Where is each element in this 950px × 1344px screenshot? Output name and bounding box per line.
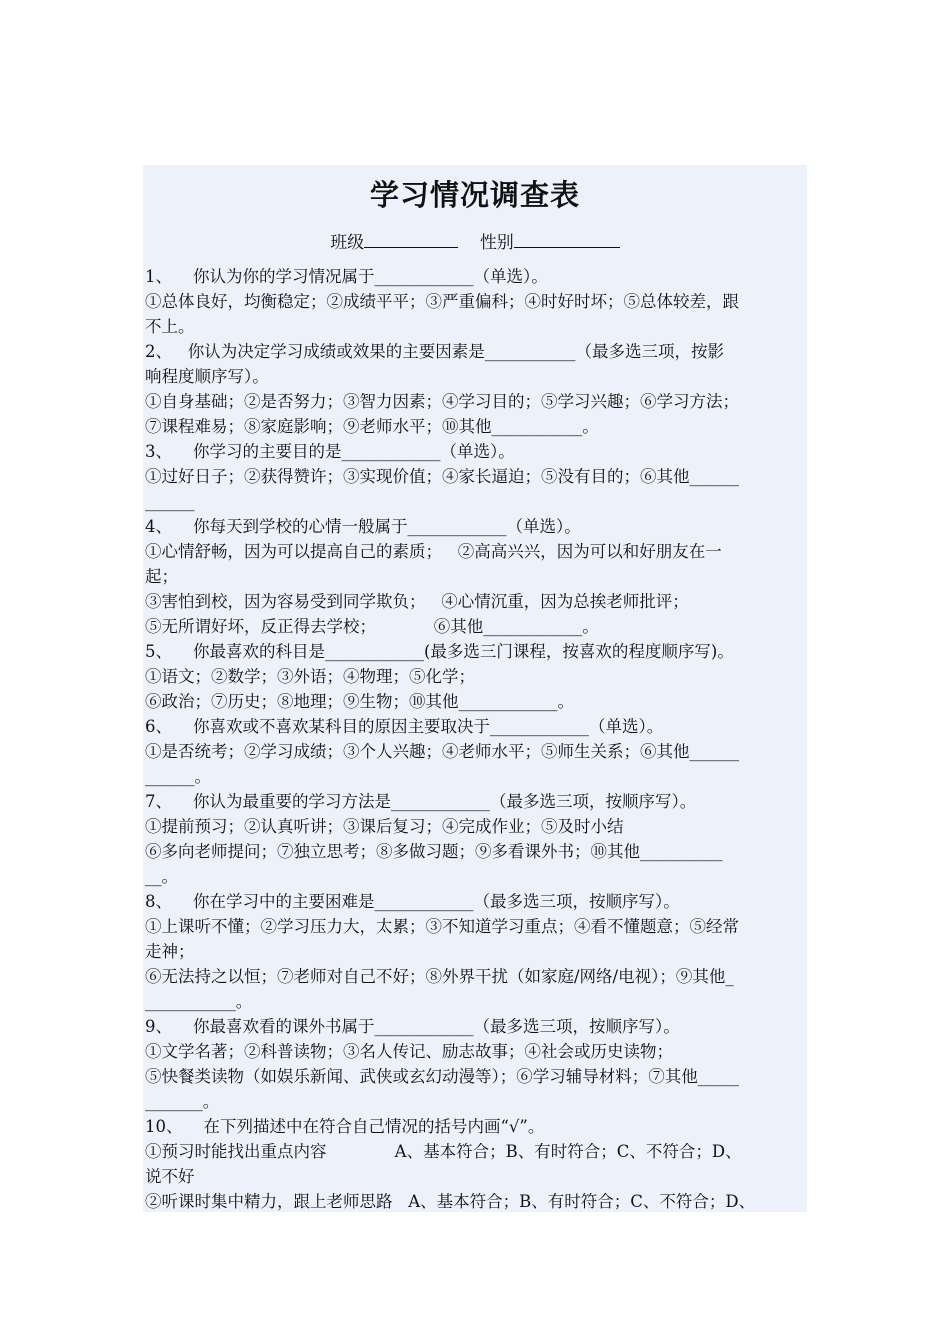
- survey-line: ⑦课程难易；⑧家庭影响；⑨老师水平；⑩其他___________。: [145, 417, 599, 436]
- survey-line: 1、 你认为你的学习情况属于____________（单选）。: [145, 267, 548, 286]
- survey-line: ___________。: [145, 992, 253, 1011]
- class-blank[interactable]: [364, 233, 458, 248]
- survey-line: ③害怕到校，因为容易受到同学欺负； ④心情沉重，因为总挨老师批评；: [145, 592, 689, 611]
- gender-label: 性别: [479, 233, 514, 253]
- survey-line: ______。: [145, 767, 211, 786]
- survey-line: ①提前预习；②认真听讲；③课后复习；④完成作业；⑤及时小结: [145, 817, 624, 836]
- survey-line: ①是否统考；②学习成绩；③个人兴趣；④老师水平；⑤师生关系；⑥其他______: [145, 742, 739, 761]
- survey-line: ⑤无所谓好坏，反正得去学校； ⑥其他____________。: [145, 617, 599, 636]
- gender-blank[interactable]: [514, 233, 620, 248]
- survey-line: 10、 在下列描述中在符合自己情况的括号内画“√”。: [145, 1117, 545, 1136]
- survey-line: 说不好: [145, 1167, 195, 1186]
- survey-line: ⑥多向老师提问；⑦独立思考；⑧多做习题；⑨多看课外书；⑩其他__________: [145, 842, 723, 861]
- survey-line: 响程度顺序写）。: [145, 367, 269, 386]
- survey-line: ______: [145, 492, 195, 511]
- survey-line: 5、 你最喜欢的科目是____________(最多选三门课程，按喜欢的程度顺序写)。: [145, 642, 734, 661]
- survey-line: ①语文；②数学；③外语；④物理；⑤化学；: [145, 667, 475, 686]
- survey-line: 不上。: [145, 317, 195, 336]
- survey-line: ①预习时能找出重点内容 A、基本符合；B、有时符合；C、不符合；D、: [145, 1142, 742, 1161]
- survey-line: 4、 你每天到学校的心情一般属于____________（单选）。: [145, 517, 581, 536]
- survey-line: __。: [145, 867, 178, 886]
- survey-sheet: [143, 165, 807, 1212]
- survey-line: 起；: [145, 567, 178, 586]
- survey-line: ①上课听不懂；②学习压力大，太累；③不知道学习重点；④看不懂题意；⑤经常: [145, 917, 739, 936]
- survey-line: 走神；: [145, 942, 195, 961]
- survey-line: _______。: [145, 1092, 220, 1111]
- survey-body: [145, 264, 807, 1212]
- survey-line: ①心情舒畅，因为可以提高自己的素质； ②高高兴兴，因为可以和好朋友在一: [145, 542, 722, 561]
- survey-line: ①总体良好，均衡稳定；②成绩平平；③严重偏科；④时好时坏；⑤总体较差，跟: [145, 292, 739, 311]
- survey-line: 2、 你认为决定学习成绩或效果的主要因素是___________（最多选三项，按影: [145, 342, 724, 361]
- survey-line: ⑥无法持之以恒；⑦老师对自己不好；⑧外界干扰（如家庭/网络/电视）；⑨其他_: [145, 967, 734, 986]
- survey-line: 9、 你最喜欢看的课外书属于____________（最多选三项，按顺序写）。: [145, 1017, 680, 1036]
- survey-line: ⑥政治；⑦历史；⑧地理；⑨生物；⑩其他____________。: [145, 692, 574, 711]
- survey-line: ①自身基础；②是否努力；③智力因素；④学习目的；⑤学习兴趣；⑥学习方法；: [145, 392, 739, 411]
- class-gender-row: [143, 228, 807, 253]
- page-title: 学习情况调查表: [369, 178, 580, 212]
- survey-line: ②听课时集中精力，跟上老师思路 A、基本符合；B、有时符合；C、不符合；D、: [145, 1192, 756, 1211]
- survey-line: 8、 你在学习中的主要困难是____________（最多选三项，按顺序写）。: [145, 892, 680, 911]
- survey-line: ⑤快餐类读物（如娱乐新闻、武侠或玄幻动漫等）；⑥学习辅导材料；⑦其他_____: [145, 1067, 739, 1086]
- class-label: 班级: [330, 233, 365, 253]
- survey-line: 7、 你认为最重要的学习方法是____________（最多选三项，按顺序写）。: [145, 792, 697, 811]
- survey-line: ①文学名著；②科普读物；③名人传记、励志故事；④社会或历史读物；: [145, 1042, 673, 1061]
- survey-line: ①过好日子；②获得赞许；③实现价值；④家长逼迫；⑤没有目的；⑥其他______: [145, 467, 739, 486]
- survey-line: 6、 你喜欢或不喜欢某科目的原因主要取决于____________（单选）。: [145, 717, 664, 736]
- survey-line: 3、 你学习的主要目的是____________（单选）。: [145, 442, 515, 461]
